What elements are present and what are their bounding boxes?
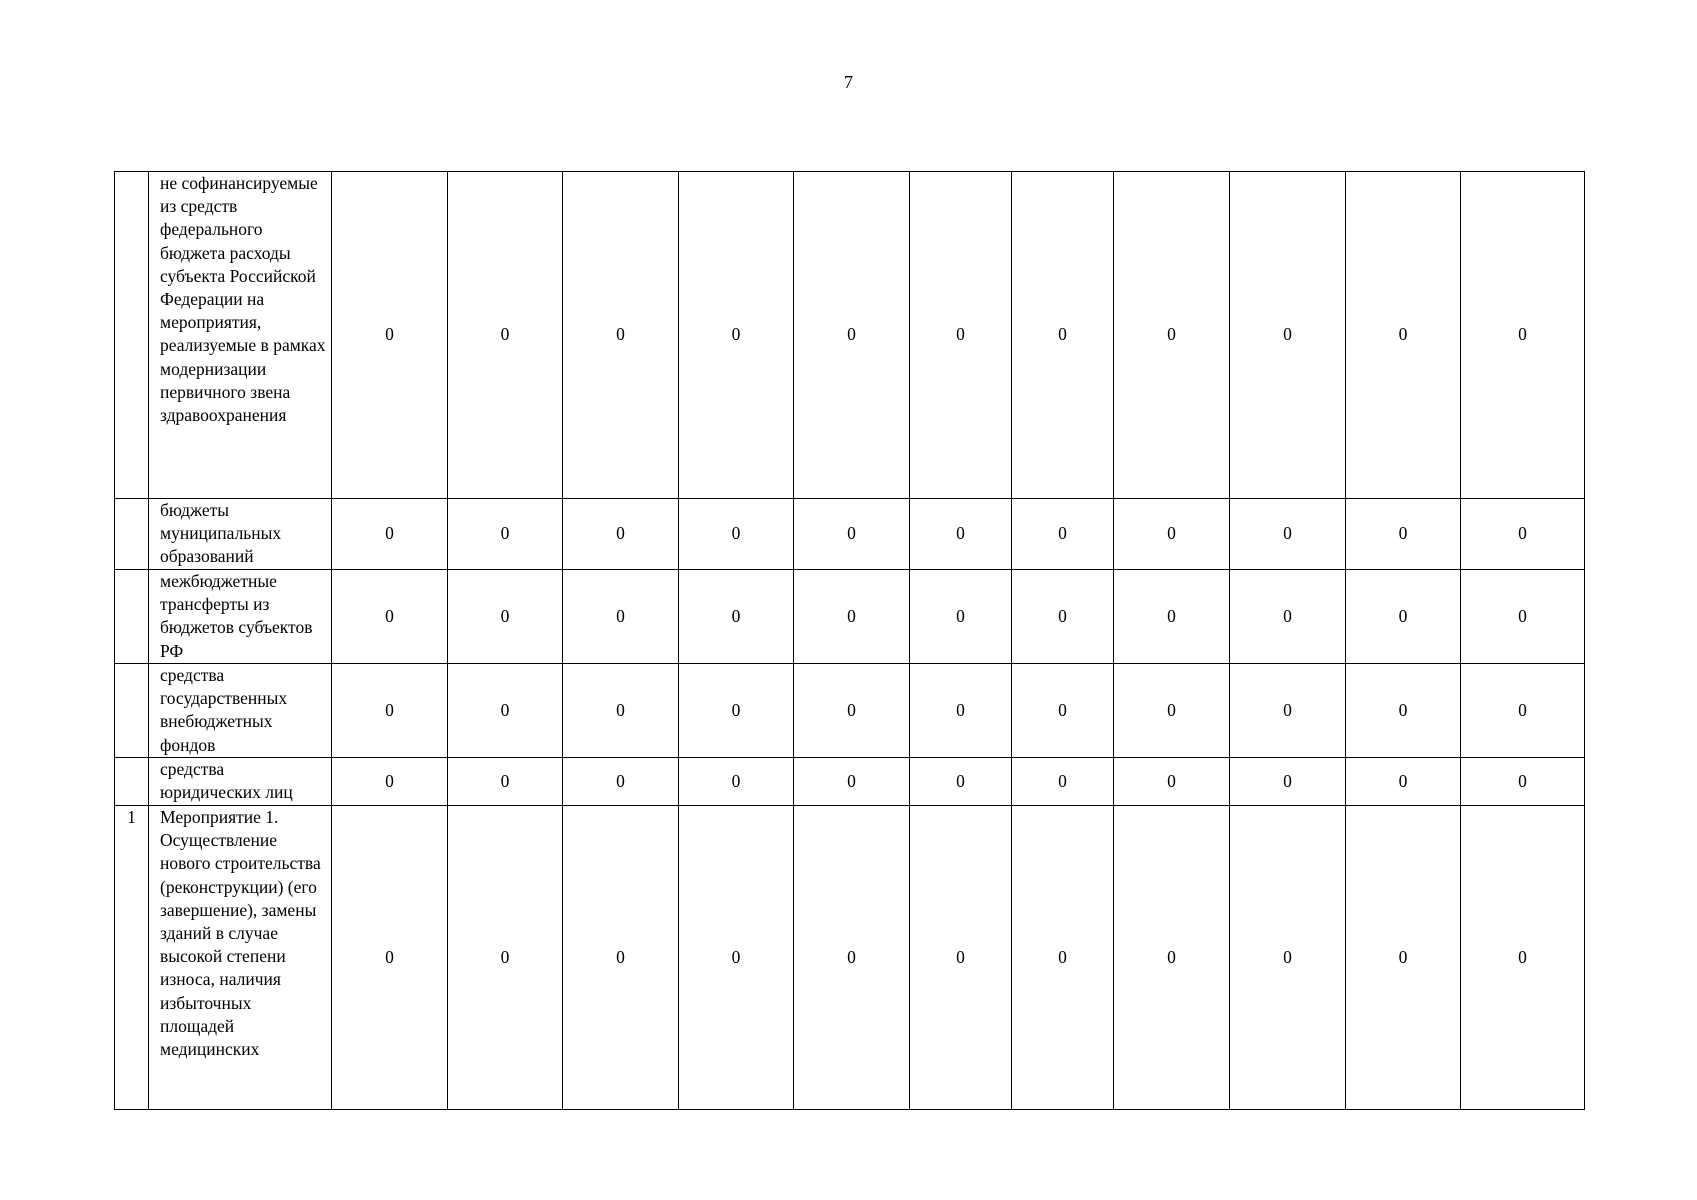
value-cell: 0: [1012, 172, 1114, 499]
value-cell: 0: [1230, 664, 1346, 758]
table-row: [115, 172, 1585, 499]
value-cell: 0: [1012, 499, 1114, 570]
value-cell: 0: [563, 758, 679, 806]
value-cell: 0: [679, 499, 794, 570]
value-cell: 0: [1346, 806, 1461, 1110]
value-cell: 0: [332, 664, 448, 758]
value-cell: 0: [448, 172, 563, 499]
value-cell: 0: [332, 806, 448, 1110]
value-cell: 0: [1114, 806, 1230, 1110]
value-cell: 0: [910, 664, 1012, 758]
row-index: [115, 172, 149, 499]
row-index: [115, 570, 149, 664]
value-cell: 0: [1114, 758, 1230, 806]
value-cell: 0: [794, 499, 910, 570]
value-cell: 0: [1114, 664, 1230, 758]
value-cell: 0: [563, 664, 679, 758]
value-cell: 0: [563, 806, 679, 1110]
value-cell: 0: [679, 664, 794, 758]
value-cell: 0: [332, 499, 448, 570]
row-index: 1: [115, 806, 149, 1110]
value-cell: 0: [1461, 172, 1585, 499]
value-cell: 0: [1114, 172, 1230, 499]
value-cell: 0: [1012, 758, 1114, 806]
value-cell: 0: [794, 806, 910, 1110]
table-row: [115, 570, 1585, 664]
value-cell: 0: [910, 758, 1012, 806]
value-cell: 0: [794, 570, 910, 664]
table-row: [115, 758, 1585, 806]
value-cell: 0: [1230, 172, 1346, 499]
value-cell: 0: [448, 758, 563, 806]
value-cell: 0: [1012, 664, 1114, 758]
value-cell: 0: [1012, 570, 1114, 664]
value-cell: 0: [1461, 806, 1585, 1110]
value-cell: 0: [794, 758, 910, 806]
value-cell: 0: [1346, 570, 1461, 664]
value-cell: 0: [448, 664, 563, 758]
value-cell: 0: [448, 570, 563, 664]
table-row: [115, 664, 1585, 758]
row-label: не софинансируемые из средств федерального бюджета расходы субъекта Российской Федерации на мероприятия, реализуемые в рамках модернизации первичного звена здравоохранения: [149, 172, 332, 499]
value-cell: 0: [679, 758, 794, 806]
value-cell: 0: [332, 172, 448, 499]
row-label: межбюджетные трансферты из бюджетов субъектов РФ: [149, 570, 332, 664]
value-cell: 0: [794, 172, 910, 499]
value-cell: 0: [563, 570, 679, 664]
value-cell: 0: [910, 570, 1012, 664]
row-label: средства государственных внебюджетных фондов: [149, 664, 332, 758]
row-index: [115, 758, 149, 806]
value-cell: 0: [1346, 758, 1461, 806]
value-cell: 0: [1346, 499, 1461, 570]
budget-table: [114, 171, 1585, 1110]
value-cell: 0: [1114, 499, 1230, 570]
value-cell: 0: [679, 806, 794, 1110]
value-cell: 0: [1346, 172, 1461, 499]
value-cell: 0: [563, 172, 679, 499]
value-cell: 0: [448, 499, 563, 570]
value-cell: 0: [1461, 570, 1585, 664]
table-row: [115, 806, 1585, 1110]
value-cell: 0: [1346, 664, 1461, 758]
value-cell: 0: [448, 806, 563, 1110]
value-cell: 0: [1012, 806, 1114, 1110]
value-cell: 0: [1230, 806, 1346, 1110]
value-cell: 0: [910, 806, 1012, 1110]
value-cell: 0: [563, 499, 679, 570]
value-cell: 0: [1114, 570, 1230, 664]
row-index: [115, 664, 149, 758]
value-cell: 0: [332, 570, 448, 664]
row-label: средства юридических лиц: [149, 758, 332, 806]
row-label: Мероприятие 1. Осуществление нового строительства (реконструкции) (его завершение), замены зданий в случае высокой степени износа, наличия избыточных площадей медицинских: [149, 806, 332, 1110]
value-cell: 0: [1461, 499, 1585, 570]
value-cell: 0: [910, 172, 1012, 499]
table-row: [115, 499, 1585, 570]
value-cell: 0: [1461, 664, 1585, 758]
value-cell: 0: [679, 570, 794, 664]
row-index: [115, 499, 149, 570]
value-cell: 0: [910, 499, 1012, 570]
value-cell: 0: [1230, 758, 1346, 806]
value-cell: 0: [332, 758, 448, 806]
value-cell: 0: [1461, 758, 1585, 806]
page-number: 7: [844, 72, 853, 92]
value-cell: 0: [679, 172, 794, 499]
row-label: бюджеты муниципальных образований: [149, 499, 332, 570]
value-cell: 0: [1230, 570, 1346, 664]
value-cell: 0: [1230, 499, 1346, 570]
value-cell: 0: [794, 664, 910, 758]
